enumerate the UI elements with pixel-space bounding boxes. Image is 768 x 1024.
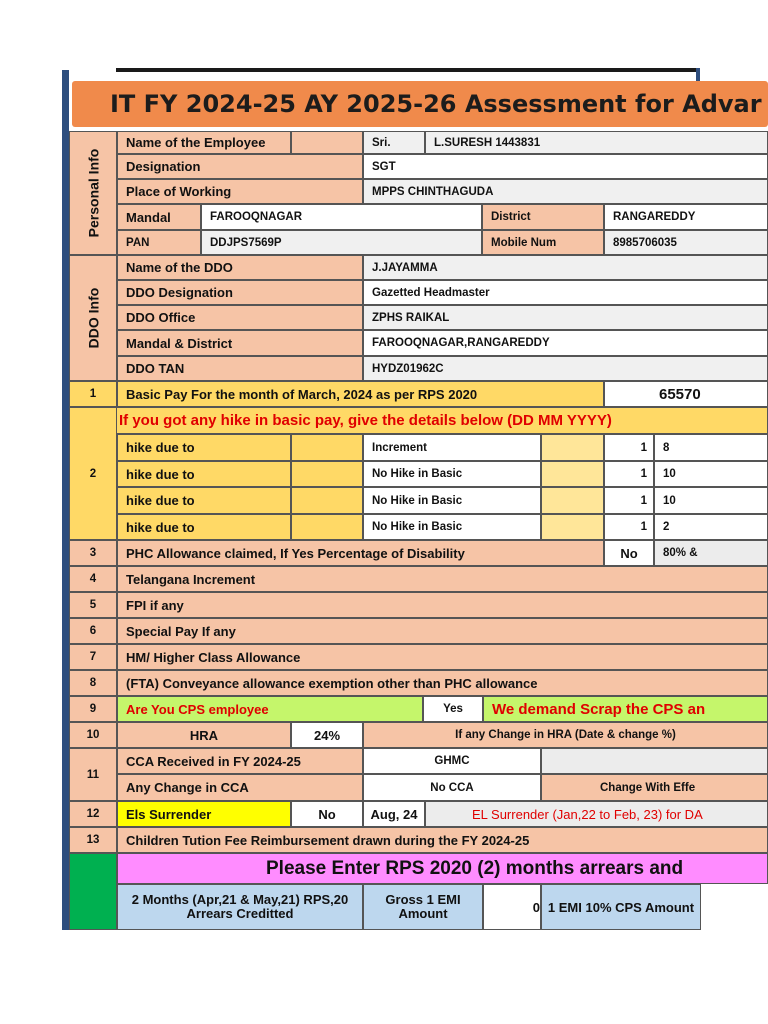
salutation-field[interactable]: Sri. <box>363 131 425 154</box>
tuition-fee-label: Children Tution Fee Reimbursement drawn during the FY 2024-25 <box>117 827 768 853</box>
row-number: 3 <box>69 540 117 566</box>
gross-emi-label-text: Gross 1 EMI Amount <box>385 892 461 921</box>
ddo-tan-label: DDO TAN <box>117 356 363 381</box>
hike-label-spacer <box>291 434 363 461</box>
row-number: 10 <box>69 722 117 748</box>
employee-name-spacer <box>291 131 363 154</box>
ddo-name-label: Name of the DDO <box>117 255 363 280</box>
mandal-label: Mandal <box>117 204 201 230</box>
special-pay-label: Special Pay If any <box>117 618 768 644</box>
hra-percentage-field[interactable]: 24% <box>291 722 363 748</box>
phc-allowance-label: PHC Allowance claimed, If Yes Percentage of Disability <box>117 540 604 566</box>
row-number: 1 <box>69 381 117 407</box>
hike-label-spacer <box>291 487 363 514</box>
arrears-label <box>117 884 363 930</box>
hike-input[interactable] <box>541 487 604 514</box>
ddo-designation-field[interactable]: Gazetted Headmaster <box>363 280 768 305</box>
row-number: 4 <box>69 566 117 592</box>
employee-name-field[interactable]: L.SURESH 1443831 <box>425 131 768 154</box>
hike-input[interactable] <box>541 461 604 487</box>
hike-note: If you got any hike in basic pay, give the details below (DD MM YYYY) <box>117 407 768 434</box>
mobile-label: Mobile Num <box>482 230 604 255</box>
sheet-frame-left <box>62 70 69 930</box>
place-of-working-label: Place of Working <box>117 179 363 204</box>
hike-label-spacer <box>291 461 363 487</box>
cca-change-select[interactable]: No CCA <box>363 774 541 801</box>
personal-info-label: Personal Info <box>69 131 117 255</box>
row-number: 8 <box>69 670 117 696</box>
telangana-increment-label: Telangana Increment <box>117 566 768 592</box>
hike-day-field[interactable]: 1 <box>604 461 654 487</box>
pan-label: PAN <box>117 230 201 255</box>
els-surrender-month-field[interactable]: Aug, 24 <box>363 801 425 827</box>
mandal-field[interactable]: FAROOQNAGAR <box>201 204 482 230</box>
hike-reason-select[interactable]: Increment <box>363 434 541 461</box>
scrap-cps-note: We demand Scrap the CPS an <box>483 696 768 722</box>
hm-allowance-label: HM/ Higher Class Allowance <box>117 644 768 670</box>
row-number: 2 <box>69 407 117 540</box>
hike-day-field[interactable]: 1 <box>604 514 654 540</box>
hike-label-spacer <box>291 514 363 540</box>
row-number: 6 <box>69 618 117 644</box>
cps-employee-select[interactable]: Yes <box>423 696 483 722</box>
hike-label: hike due to <box>117 514 291 540</box>
el-surrender-note: EL Surrender (Jan,22 to Feb, 23) for DA <box>425 801 768 827</box>
fpi-label: FPI if any <box>117 592 768 618</box>
cca-received-label: CCA Received in FY 2024-25 <box>117 748 363 774</box>
place-of-working-field[interactable]: MPPS CHINTHAGUDA <box>363 179 768 204</box>
row-number: 7 <box>69 644 117 670</box>
spreadsheet <box>62 68 768 930</box>
ddo-mandal-field[interactable]: FAROOQNAGAR,RANGAREDDY <box>363 330 768 356</box>
cca-blank-cell <box>541 748 768 774</box>
hike-month-field[interactable]: 8 <box>654 434 768 461</box>
phc-allowance-select[interactable]: No <box>604 540 654 566</box>
ddo-mandal-label: Mandal & District <box>117 330 363 356</box>
els-surrender-label: Els Surrender <box>117 801 291 827</box>
employee-name-label: Name of the Employee <box>117 131 291 154</box>
hra-change-note: If any Change in HRA (Date & change %) <box>363 722 768 748</box>
hike-label: hike due to <box>117 487 291 514</box>
hike-day-field[interactable]: 1 <box>604 434 654 461</box>
gross-emi-field[interactable]: 0 <box>483 884 541 930</box>
cps-emi-label: 1 EMI 10% CPS Amount <box>541 884 701 930</box>
hike-reason-select[interactable]: No Hike in Basic <box>363 461 541 487</box>
disability-percentage-field[interactable]: 80% & <box>654 540 768 566</box>
district-field[interactable]: RANGAREDDY <box>604 204 768 230</box>
hike-reason-select[interactable]: No Hike in Basic <box>363 487 541 514</box>
row-number: 9 <box>69 696 117 722</box>
conveyance-allowance-label: (FTA) Conveyance allowance exemption other than PHC allowance <box>117 670 768 696</box>
sheet-frame-top <box>116 68 700 72</box>
hike-label: hike due to <box>117 434 291 461</box>
page-title: IT FY 2024-25 AY 2025-26 Assessment for Advar <box>72 81 768 127</box>
hike-reason-select[interactable]: No Hike in Basic <box>363 514 541 540</box>
row-number: 12 <box>69 801 117 827</box>
hike-label: hike due to <box>117 461 291 487</box>
hike-month-field[interactable]: 10 <box>654 461 768 487</box>
hike-input[interactable] <box>541 434 604 461</box>
hike-month-field[interactable]: 2 <box>654 514 768 540</box>
hike-day-field[interactable]: 1 <box>604 487 654 514</box>
ddo-office-label: DDO Office <box>117 305 363 330</box>
hra-label: HRA <box>117 722 291 748</box>
basic-pay-field[interactable]: 65570 <box>604 381 768 407</box>
ddo-designation-label: DDO Designation <box>117 280 363 305</box>
gross-emi-label <box>363 884 483 930</box>
arrears-side-block <box>69 853 117 930</box>
cca-change-label: Any Change in CCA <box>117 774 363 801</box>
cps-employee-label: Are You CPS employee <box>117 696 423 722</box>
arrears-banner: Please Enter RPS 2020 (2) months arrears and <box>117 853 768 884</box>
arrears-label-text: 2 Months (Apr,21 & May,21) RPS,20 Arrears Creditted <box>131 892 349 921</box>
row-number: 11 <box>69 748 117 801</box>
els-surrender-select[interactable]: No <box>291 801 363 827</box>
row-number: 13 <box>69 827 117 853</box>
designation-label: Designation <box>117 154 363 179</box>
hike-input[interactable] <box>541 514 604 540</box>
cca-change-effect-note: Change With Effe <box>541 774 768 801</box>
row-number: 5 <box>69 592 117 618</box>
basic-pay-label: Basic Pay For the month of March, 2024 as per RPS 2020 <box>117 381 604 407</box>
ddo-office-field[interactable]: ZPHS RAIKAL <box>363 305 768 330</box>
ddo-info-label: DDO Info <box>69 255 117 381</box>
pan-field[interactable]: DDJPS7569P <box>201 230 482 255</box>
district-label: District <box>482 204 604 230</box>
hike-month-field[interactable]: 10 <box>654 487 768 514</box>
ddo-tan-field[interactable]: HYDZ01962C <box>363 356 768 381</box>
mobile-field[interactable]: 8985706035 <box>604 230 768 255</box>
cca-received-select[interactable]: GHMC <box>363 748 541 774</box>
ddo-name-field[interactable]: J.JAYAMMA <box>363 255 768 280</box>
designation-field[interactable]: SGT <box>363 154 768 179</box>
